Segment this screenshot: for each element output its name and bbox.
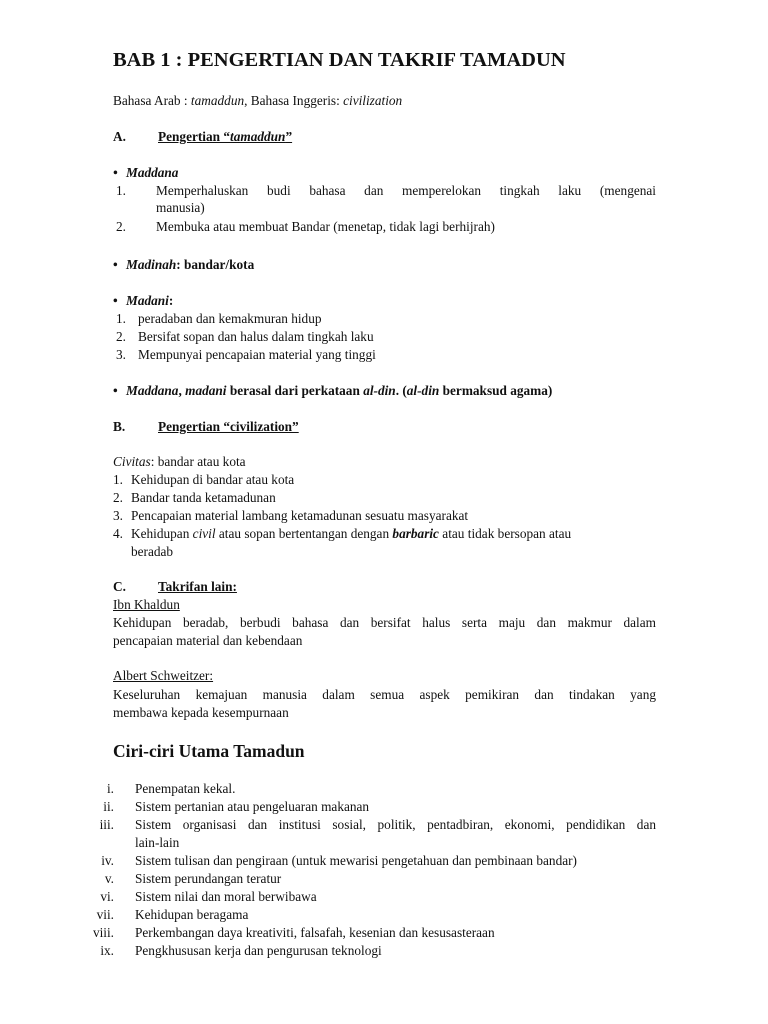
civitas-line: [113, 453, 246, 470]
list-number: ix.: [100, 943, 114, 958]
list-item: Perkembangan daya kreativiti, falsafah, kesenian dan kesusasteraan: [135, 925, 495, 940]
list-number: 4.: [113, 526, 123, 541]
list-item: Sistem organisasi dan institusi sosial, politik, pentadbiran, ekonomi, pendidikan dan: [135, 817, 656, 832]
section-heading-ciri: Ciri-ciri Utama Tamadun: [113, 741, 305, 761]
list-number: 2.: [113, 490, 123, 505]
list-item: Sistem perundangan teratur: [135, 871, 282, 886]
bullet-text: : bandar/kota: [176, 257, 255, 272]
list-number: ii.: [103, 799, 114, 814]
list-number: viii.: [92, 925, 114, 940]
section-a-heading: [158, 128, 292, 145]
item-text: Kehidupan: [131, 526, 193, 541]
intro-text: Bahasa Arab :: [113, 93, 191, 108]
bullet-label: Madani: [126, 293, 169, 308]
intro-line: [113, 92, 402, 109]
origin-term: al-din: [363, 383, 396, 398]
list-item: Penempatan kekal.: [135, 781, 236, 796]
list-number: 3.: [116, 347, 126, 362]
origin-term: Maddana: [126, 383, 179, 398]
bullet-label: Madinah: [126, 257, 177, 272]
list-number: 2.: [116, 329, 126, 344]
item-term: civil: [192, 526, 216, 541]
section-b-heading: Pengertian “civilization”: [158, 419, 299, 434]
section-c-letter: C.: [113, 579, 126, 594]
justified-line: [131, 525, 571, 542]
list-number: 1.: [116, 183, 126, 198]
list-number: v.: [104, 871, 114, 886]
list-item: Bandar tanda ketamadunan: [131, 490, 276, 505]
bullet-icon: •: [113, 257, 118, 272]
list-item: Bersifat sopan dan halus dalam tingkah laku: [138, 329, 374, 344]
list-item: Sistem pertanian atau pengeluaran makanan: [135, 799, 370, 814]
origin-text: berasal dari perkataan: [226, 383, 364, 398]
bullet-maddana: [113, 164, 178, 181]
list-number: iii.: [99, 817, 114, 832]
list-number: vii.: [96, 907, 114, 922]
definition-line: Keseluruhan kemajuan manusia dalam semua aspek pemikiran dan tindakan yang: [113, 687, 656, 702]
origin-text: . (: [395, 383, 407, 398]
civitas-term: Civitas: [113, 454, 151, 469]
bullet-icon: •: [113, 383, 118, 398]
bullet-madinah: [113, 256, 254, 273]
section-a-letter: A.: [113, 129, 126, 144]
list-item: Sistem tulisan dan pengiraan (untuk mewarisi pengetahuan dan pembinaan bandar): [135, 853, 577, 868]
item-term-bold: barbaric: [392, 526, 439, 541]
origin-term: madani: [185, 383, 227, 398]
list-item: Pencapaian material lambang ketamadunan sesuatu masyarakat: [131, 508, 469, 523]
list-number: i.: [106, 781, 114, 796]
bullet-madani: [113, 292, 173, 309]
origin-text: ,: [178, 383, 186, 398]
heading-text: Pengertian “: [158, 129, 231, 144]
list-item-continuation: manusia): [156, 200, 205, 215]
list-number: 3.: [113, 508, 123, 523]
list-number: 2.: [116, 219, 126, 234]
civitas-text: : bandar atau kota: [150, 454, 246, 469]
intro-text: , Bahasa Inggeris:: [244, 93, 344, 108]
list-item: Membuka atau membuat Bandar (menetap, tidak lagi berhijrah): [156, 219, 495, 234]
list-number: 1.: [113, 472, 123, 487]
definition-line: membawa kepada kesempurnaan: [113, 705, 289, 720]
list-item: Kehidupan di bandar atau kota: [131, 472, 295, 487]
bullet-icon: •: [113, 165, 118, 180]
list-item: [131, 525, 656, 542]
definition-line: Kehidupan beradab, berbudi bahasa dan bersifat halus serta maju dan makmur dalam: [113, 615, 656, 630]
author-ibn-khaldun: Ibn Khaldun: [113, 597, 180, 612]
author-albert-schweitzer: Albert Schweitzer:: [113, 668, 214, 683]
intro-term-english: civilization: [343, 93, 403, 108]
heading-text: ”: [285, 129, 293, 144]
list-item: Sistem nilai dan moral berwibawa: [135, 889, 317, 904]
bullet-text: :: [168, 293, 174, 308]
heading-term: tamaddun: [230, 129, 286, 144]
list-item: Kehidupan beragama: [135, 907, 249, 922]
list-item-continuation: lain-lain: [135, 835, 180, 850]
definition-line: pencapaian material dan kebendaan: [113, 633, 303, 648]
bullet-icon: •: [113, 293, 118, 308]
section-b-letter: B.: [113, 419, 126, 434]
bullet-label: Maddana: [126, 165, 179, 180]
list-item: Mempunyai pencapaian material yang tinggi: [138, 347, 376, 362]
item-text: atau sopan bertentangan dengan: [215, 526, 393, 541]
section-c-heading: Takrifan lain:: [158, 579, 237, 594]
origin-text: bermaksud agama): [439, 383, 553, 398]
intro-term-arab: tamaddun: [190, 93, 245, 108]
list-item-continuation: beradab: [131, 544, 174, 559]
list-number: vi.: [100, 889, 114, 904]
page-title: BAB 1 : PENGERTIAN DAN TAKRIF TAMADUN: [113, 49, 566, 71]
list-item: Memperhaluskan budi bahasa dan memperelokan tingkah laku (mengenai: [156, 183, 656, 198]
bullet-origin: [113, 382, 552, 399]
list-item: Pengkhususan kerja dan pengurusan teknologi: [135, 943, 382, 958]
list-item: peradaban dan kemakmuran hidup: [138, 311, 322, 326]
list-number: 1.: [116, 311, 126, 326]
origin-term: al-din: [406, 383, 440, 398]
list-number: iv.: [101, 853, 114, 868]
item-text: atau tidak bersopan atau: [438, 526, 572, 541]
